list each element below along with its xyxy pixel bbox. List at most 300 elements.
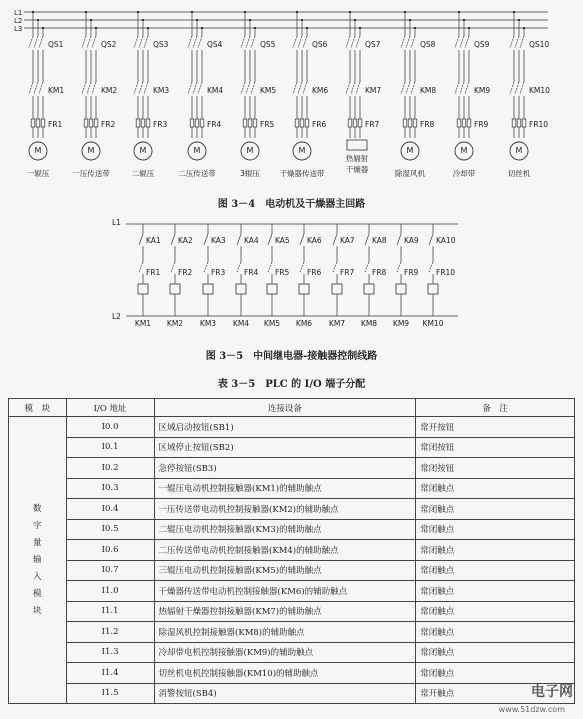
km-contact bbox=[303, 82, 307, 94]
junction-dot bbox=[90, 19, 92, 21]
fr-element bbox=[300, 119, 304, 127]
fr-label: FR3 bbox=[153, 120, 168, 129]
qs-contact bbox=[34, 36, 38, 48]
km-contact bbox=[92, 82, 96, 94]
ka-label: KA4 bbox=[244, 236, 259, 245]
address-cell: I0.2 bbox=[66, 458, 154, 479]
km-label: KM9 bbox=[474, 86, 491, 95]
table-row bbox=[9, 417, 575, 438]
fr-contact bbox=[204, 262, 208, 272]
fr-label: FR10 bbox=[436, 268, 456, 277]
junction-dot bbox=[95, 27, 97, 29]
qs-contact bbox=[303, 36, 307, 48]
km-contact bbox=[356, 82, 360, 94]
ka-contact bbox=[268, 234, 272, 245]
qs-label: QS6 bbox=[312, 40, 328, 49]
junction-dot bbox=[201, 27, 203, 29]
km-contact bbox=[351, 82, 355, 94]
junction-dot bbox=[137, 11, 139, 13]
fr-element bbox=[517, 119, 521, 127]
fr-element bbox=[36, 119, 40, 127]
fr-label: FR4 bbox=[244, 268, 259, 277]
fr-element bbox=[248, 119, 252, 127]
fr-label: FR1 bbox=[48, 120, 63, 129]
km-coil-label: KM3 bbox=[199, 319, 217, 327]
km-contact bbox=[251, 82, 255, 94]
qs-label: QS4 bbox=[207, 40, 223, 49]
l1-label: L1 bbox=[112, 218, 121, 227]
fr-contact bbox=[397, 262, 401, 272]
junction-dot bbox=[468, 27, 470, 29]
coil bbox=[428, 284, 438, 294]
fig34-caption: 图 3－4 电动机及干燥器主回路 bbox=[217, 199, 366, 210]
fr-label: FR6 bbox=[312, 120, 327, 129]
device-cell: 消警按钮(SB4) bbox=[154, 683, 416, 704]
motor-letter: M bbox=[406, 146, 414, 155]
motor-letter: M bbox=[246, 146, 254, 155]
note-cell: 常开按钮 bbox=[416, 417, 575, 438]
device-cell: 一压传送带电动机控制接触器(KM2)的辅助触点 bbox=[154, 499, 416, 520]
coil bbox=[299, 284, 309, 294]
qs-contact bbox=[356, 36, 360, 48]
note-cell: 常闭按钮 bbox=[416, 437, 575, 458]
ka-contact bbox=[365, 234, 369, 245]
table-row bbox=[9, 540, 575, 561]
fr-element bbox=[243, 119, 247, 127]
km-contact bbox=[193, 82, 197, 94]
table-row bbox=[9, 663, 575, 684]
qs-label: QS8 bbox=[420, 40, 436, 49]
io-table bbox=[8, 398, 575, 704]
load-label-line2: 干燥器 bbox=[345, 165, 369, 174]
ka-label: KA3 bbox=[211, 236, 226, 245]
load-label: 冷却带 bbox=[452, 169, 476, 178]
table-row bbox=[9, 478, 575, 499]
junction-dot bbox=[513, 11, 515, 13]
qs-label: QS9 bbox=[474, 40, 490, 49]
motor-letter: M bbox=[193, 146, 201, 155]
junction-dot bbox=[301, 19, 303, 21]
fr-label: FR2 bbox=[101, 120, 116, 129]
fig35-caption: 图 3－5 中间继电器-接触器控制线路 bbox=[205, 351, 378, 362]
address-cell: I1.0 bbox=[66, 581, 154, 602]
junction-dot bbox=[142, 19, 144, 21]
junction-dot bbox=[349, 11, 351, 13]
km-contact bbox=[198, 82, 202, 94]
motor-letter: M bbox=[87, 146, 95, 155]
relay-control-diagram bbox=[0, 212, 583, 327]
coil bbox=[138, 284, 148, 294]
load-label: 3辊压 bbox=[240, 169, 260, 178]
fr-label: FR1 bbox=[146, 268, 161, 277]
qs-contact bbox=[29, 36, 33, 48]
address-cell: I0.5 bbox=[66, 519, 154, 540]
table-row bbox=[9, 601, 575, 622]
fr-element bbox=[200, 119, 204, 127]
fr-element bbox=[295, 119, 299, 127]
qs-label: QS1 bbox=[48, 40, 64, 49]
fr-element bbox=[462, 119, 466, 127]
table-row bbox=[9, 499, 575, 520]
load-label: 切丝机 bbox=[507, 169, 531, 178]
km-label: KM4 bbox=[207, 86, 224, 95]
table-header-row bbox=[9, 399, 575, 417]
km-label: KM6 bbox=[312, 86, 329, 95]
table-row bbox=[9, 458, 575, 479]
km-coil-label: KM10 bbox=[422, 319, 444, 327]
km-contact bbox=[465, 82, 469, 94]
coil bbox=[267, 284, 277, 294]
fr-element bbox=[141, 119, 145, 127]
module-cell: 数 字 量 输 入 模 块 bbox=[9, 417, 67, 704]
junction-dot bbox=[458, 11, 460, 13]
fr-element bbox=[353, 119, 357, 127]
fr-element bbox=[413, 119, 417, 127]
address-cell: I0.4 bbox=[66, 499, 154, 520]
qs-label: QS2 bbox=[101, 40, 117, 49]
km-contact bbox=[411, 82, 415, 94]
qs-contact bbox=[139, 36, 143, 48]
km-contact bbox=[515, 82, 519, 94]
qs-contact bbox=[293, 36, 297, 48]
fr-element bbox=[512, 119, 516, 127]
device-cell: 区域停止按钮(SB2) bbox=[154, 437, 416, 458]
fr-label: FR10 bbox=[529, 120, 549, 129]
km-contact bbox=[401, 82, 405, 94]
fr-label: FR3 bbox=[211, 268, 226, 277]
fr-label: FR5 bbox=[260, 120, 275, 129]
device-cell: 热辐射干燥器控制接触器(KM7)的辅助触点 bbox=[154, 601, 416, 622]
km-label: KM10 bbox=[529, 86, 550, 95]
table-row bbox=[9, 581, 575, 602]
fr-contact bbox=[365, 262, 369, 272]
ka-label: KA7 bbox=[340, 236, 355, 245]
qs-label: QS10 bbox=[529, 40, 550, 49]
load-label: 二压传送带 bbox=[178, 169, 216, 178]
junction-dot bbox=[306, 27, 308, 29]
watermark-brand: 电子网 bbox=[531, 684, 573, 700]
fr-element bbox=[457, 119, 461, 127]
note-cell: 常闭按钮 bbox=[416, 458, 575, 479]
fr-label: FR6 bbox=[307, 268, 322, 277]
junction-dot bbox=[42, 27, 44, 29]
km-label: KM2 bbox=[101, 86, 118, 95]
header-module: 模 块 bbox=[9, 399, 67, 417]
km-contact bbox=[134, 82, 138, 94]
ka-label: KA6 bbox=[307, 236, 322, 245]
km-label: KM8 bbox=[420, 86, 437, 95]
table-row bbox=[9, 642, 575, 663]
km-label: KM7 bbox=[365, 86, 382, 95]
fr-element bbox=[408, 119, 412, 127]
fr-label: FR7 bbox=[340, 268, 355, 277]
qs-contact bbox=[87, 36, 91, 48]
fr-contact bbox=[139, 262, 143, 272]
ka-label: KA8 bbox=[372, 236, 387, 245]
fr-element bbox=[195, 119, 199, 127]
qs-contact bbox=[188, 36, 192, 48]
motor-letter: M bbox=[34, 146, 42, 155]
ka-contact bbox=[300, 234, 304, 245]
km-contact bbox=[510, 82, 514, 94]
device-cell: 干燥器传送带电动机控制接触器(KM6)的辅助触点 bbox=[154, 581, 416, 602]
km-label: KM5 bbox=[260, 86, 277, 95]
junction-dot bbox=[32, 11, 34, 13]
km-contact bbox=[87, 82, 91, 94]
km-contact bbox=[460, 82, 464, 94]
junction-dot bbox=[244, 11, 246, 13]
junction-dot bbox=[85, 11, 87, 13]
qs-label: QS7 bbox=[365, 40, 381, 49]
km-contact bbox=[520, 82, 524, 94]
junction-dot bbox=[359, 27, 361, 29]
fr-contact bbox=[171, 262, 175, 272]
ka-label: KA1 bbox=[146, 236, 161, 245]
ka-contact bbox=[139, 234, 143, 245]
fr-element bbox=[522, 119, 526, 127]
km-label: KM1 bbox=[48, 86, 65, 95]
qs-contact bbox=[346, 36, 350, 48]
fr-element bbox=[348, 119, 352, 127]
load-label: 除湿风机 bbox=[395, 169, 425, 178]
junction-dot bbox=[463, 19, 465, 21]
junction-dot bbox=[414, 27, 416, 29]
ka-contact bbox=[397, 234, 401, 245]
header-note: 备 注 bbox=[416, 399, 575, 417]
coil bbox=[364, 284, 374, 294]
km-contact bbox=[346, 82, 350, 94]
junction-dot bbox=[409, 19, 411, 21]
qs-label: QS3 bbox=[153, 40, 169, 49]
km-coil-label: KM4 bbox=[232, 319, 250, 327]
fr-contact bbox=[429, 262, 433, 272]
fr-element bbox=[467, 119, 471, 127]
fr-label: FR9 bbox=[404, 268, 419, 277]
motor-letter: M bbox=[460, 146, 468, 155]
coil bbox=[203, 284, 213, 294]
km-coil-label: KM5 bbox=[263, 319, 281, 327]
fr-label: FR9 bbox=[474, 120, 489, 129]
address-cell: I0.6 bbox=[66, 540, 154, 561]
address-cell: I1.1 bbox=[66, 601, 154, 622]
device-cell: 冷却带电机控制接触器(KM9)的辅助触点 bbox=[154, 642, 416, 663]
junction-dot bbox=[254, 27, 256, 29]
table-row bbox=[9, 622, 575, 643]
fr-element bbox=[403, 119, 407, 127]
address-cell: I1.5 bbox=[66, 683, 154, 704]
fr-element bbox=[94, 119, 98, 127]
device-cell: 二辊压电动机控制接触器(KM3)的辅助触点 bbox=[154, 519, 416, 540]
note-cell: 常开触点 bbox=[416, 683, 575, 704]
address-cell: I0.0 bbox=[66, 417, 154, 438]
note-cell: 常闭触点 bbox=[416, 478, 575, 499]
coil bbox=[396, 284, 406, 294]
ka-contact bbox=[237, 234, 241, 245]
fr-element bbox=[190, 119, 194, 127]
motor-letter: M bbox=[139, 146, 147, 155]
qs-contact bbox=[144, 36, 148, 48]
fr-label: FR2 bbox=[178, 268, 193, 277]
qs-label: QS5 bbox=[260, 40, 276, 49]
device-cell: 二压传送带电动机控制接触器(KM4)的辅助触点 bbox=[154, 540, 416, 561]
device-cell: 急停按钮(SB3) bbox=[154, 458, 416, 479]
address-cell: I0.1 bbox=[66, 437, 154, 458]
dryer-symbol bbox=[347, 140, 367, 150]
qs-contact bbox=[241, 36, 245, 48]
table-title: 表 3－5 PLC 的 I/O 端子分配 bbox=[217, 379, 366, 390]
ka-contact bbox=[204, 234, 208, 245]
junction-dot bbox=[37, 19, 39, 21]
km-coil-label: KM1 bbox=[134, 319, 152, 327]
km-contact bbox=[34, 82, 38, 94]
fr-element bbox=[136, 119, 140, 127]
note-cell: 常闭触点 bbox=[416, 601, 575, 622]
note-cell: 常闭触点 bbox=[416, 622, 575, 643]
table-row bbox=[9, 437, 575, 458]
fr-label: FR8 bbox=[372, 268, 387, 277]
km-contact bbox=[29, 82, 33, 94]
km-contact bbox=[406, 82, 410, 94]
address-cell: I1.4 bbox=[66, 663, 154, 684]
device-cell: 切丝机电机控制接触器(KM10)的辅助触点 bbox=[154, 663, 416, 684]
address-cell: I0.7 bbox=[66, 560, 154, 581]
km-contact bbox=[241, 82, 245, 94]
qs-contact bbox=[39, 36, 43, 48]
km-contact bbox=[82, 82, 86, 94]
fr-element bbox=[84, 119, 88, 127]
qs-contact bbox=[401, 36, 405, 48]
fr-label: FR4 bbox=[207, 120, 222, 129]
qs-contact bbox=[246, 36, 250, 48]
note-cell: 常闭触点 bbox=[416, 663, 575, 684]
bus-label-L3: L3 bbox=[14, 25, 23, 33]
coil bbox=[170, 284, 180, 294]
qs-contact bbox=[455, 36, 459, 48]
address-cell: I1.3 bbox=[66, 642, 154, 663]
junction-dot bbox=[354, 19, 356, 21]
main-circuit-diagram bbox=[0, 0, 583, 190]
header-address: I/O 地址 bbox=[66, 399, 154, 417]
junction-dot bbox=[518, 19, 520, 21]
km-contact bbox=[298, 82, 302, 94]
motor-letter: M bbox=[298, 146, 306, 155]
fr-contact bbox=[333, 262, 337, 272]
load-label: 二辊压 bbox=[131, 169, 155, 178]
note-cell: 常闭触点 bbox=[416, 560, 575, 581]
ka-label: KA5 bbox=[275, 236, 290, 245]
ka-contact bbox=[429, 234, 433, 245]
junction-dot bbox=[196, 19, 198, 21]
km-contact bbox=[144, 82, 148, 94]
fr-element bbox=[41, 119, 45, 127]
fr-contact bbox=[300, 262, 304, 272]
km-coil-label: KM2 bbox=[166, 319, 184, 327]
junction-dot bbox=[404, 11, 406, 13]
ka-contact bbox=[333, 234, 337, 245]
km-coil-label: KM8 bbox=[360, 319, 378, 327]
coil bbox=[236, 284, 246, 294]
qs-contact bbox=[406, 36, 410, 48]
fr-label: FR5 bbox=[275, 268, 290, 277]
l2-label: L2 bbox=[112, 312, 121, 321]
address-cell: I0.3 bbox=[66, 478, 154, 499]
load-label: 一压传送带 bbox=[72, 169, 110, 178]
device-cell: 除湿风机控制接触器(KM8)的辅助触点 bbox=[154, 622, 416, 643]
qs-contact bbox=[520, 36, 524, 48]
junction-dot bbox=[249, 19, 251, 21]
note-cell: 常闭触点 bbox=[416, 581, 575, 602]
bus-label-L1: L1 bbox=[14, 9, 23, 17]
fr-label: FR7 bbox=[365, 120, 380, 129]
note-cell: 常闭触点 bbox=[416, 519, 575, 540]
qs-contact bbox=[351, 36, 355, 48]
fr-element bbox=[31, 119, 35, 127]
fr-element bbox=[89, 119, 93, 127]
table-row bbox=[9, 683, 575, 704]
header-device: 连接设备 bbox=[154, 399, 416, 417]
fr-element bbox=[253, 119, 257, 127]
fr-contact bbox=[237, 262, 241, 272]
load-label: 热辐射 bbox=[345, 154, 369, 163]
qs-contact bbox=[92, 36, 96, 48]
km-label: KM3 bbox=[153, 86, 170, 95]
note-cell: 常闭触点 bbox=[416, 499, 575, 520]
ka-label: KA2 bbox=[178, 236, 193, 245]
coil bbox=[332, 284, 342, 294]
address-cell: I1.2 bbox=[66, 622, 154, 643]
km-contact bbox=[139, 82, 143, 94]
km-coil-label: KM7 bbox=[328, 319, 346, 327]
table-row bbox=[9, 560, 575, 581]
qs-contact bbox=[298, 36, 302, 48]
qs-contact bbox=[134, 36, 138, 48]
qs-contact bbox=[193, 36, 197, 48]
ka-label: KA10 bbox=[436, 236, 456, 245]
qs-contact bbox=[510, 36, 514, 48]
fr-element bbox=[146, 119, 150, 127]
qs-contact bbox=[460, 36, 464, 48]
device-cell: 三辊压电动机控制接触器(KM5)的辅助触点 bbox=[154, 560, 416, 581]
load-label: 干燥器传送带 bbox=[279, 169, 325, 178]
qs-contact bbox=[82, 36, 86, 48]
km-coil-label: KM9 bbox=[392, 319, 410, 327]
note-cell: 常闭触点 bbox=[416, 540, 575, 561]
km-contact bbox=[455, 82, 459, 94]
ka-contact bbox=[171, 234, 175, 245]
device-cell: 一辊压电动机控制接触器(KM1)的辅助触点 bbox=[154, 478, 416, 499]
load-label: 一辊压 bbox=[26, 169, 50, 178]
km-coil-label: KM6 bbox=[295, 319, 313, 327]
qs-contact bbox=[251, 36, 255, 48]
km-contact bbox=[39, 82, 43, 94]
qs-contact bbox=[198, 36, 202, 48]
bus-label-L2: L2 bbox=[14, 17, 23, 25]
km-contact bbox=[293, 82, 297, 94]
km-contact bbox=[246, 82, 250, 94]
km-contact bbox=[188, 82, 192, 94]
fr-element bbox=[305, 119, 309, 127]
watermark-url: www.51dzw.com bbox=[498, 705, 565, 714]
junction-dot bbox=[147, 27, 149, 29]
qs-contact bbox=[465, 36, 469, 48]
motor-letter: M bbox=[515, 146, 523, 155]
fr-element bbox=[358, 119, 362, 127]
fr-label: FR8 bbox=[420, 120, 435, 129]
qs-contact bbox=[515, 36, 519, 48]
ka-label: KA9 bbox=[404, 236, 419, 245]
junction-dot bbox=[523, 27, 525, 29]
junction-dot bbox=[296, 11, 298, 13]
